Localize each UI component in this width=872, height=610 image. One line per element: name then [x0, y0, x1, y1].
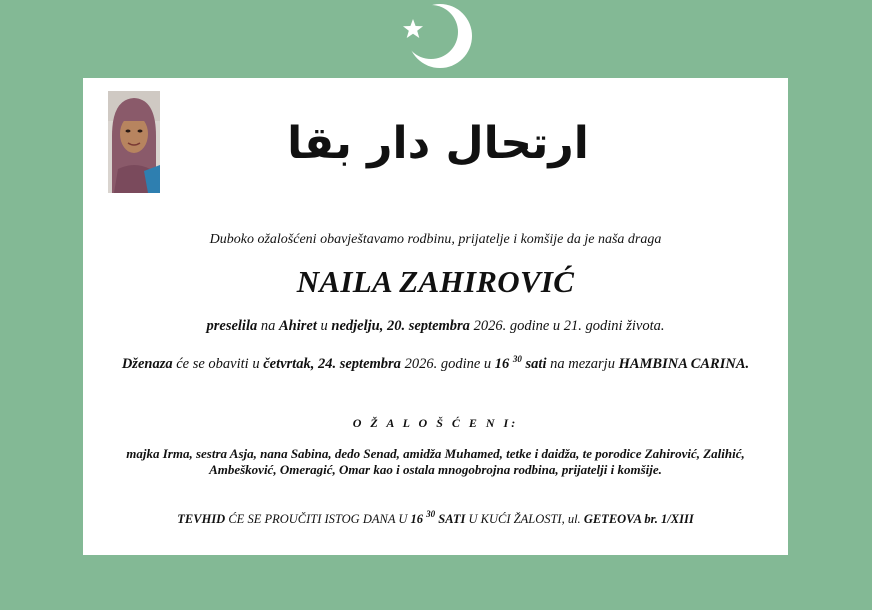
dzenaza-word: Dženaza: [121, 356, 173, 372]
funeral-line: [83, 354, 788, 375]
passing-line: [83, 318, 788, 335]
arabic-calligraphy: [287, 96, 589, 191]
tevhid-text-1: ĆE SE PROUČITI ISTOG DANA U: [225, 512, 411, 526]
dzenaza-text-3: na mezarju: [546, 356, 619, 372]
passed-text-1: na: [257, 318, 279, 334]
tevhid-word: TEVHID: [177, 512, 226, 526]
mourners-title: O Ž A L O Š Ć E N I:: [352, 416, 519, 430]
tevhid-hour: 16: [410, 512, 424, 526]
crescent-and-star-icon: [400, 2, 474, 72]
portrait-photo: [108, 91, 160, 193]
cemetery-name: HAMBINA CARINA.: [618, 356, 750, 372]
obituary-card: [83, 78, 788, 555]
passed-text-3: 2026. godine u 21. godini života.: [469, 318, 665, 334]
tevhid-sati-word: SATI: [435, 512, 466, 526]
ahiret-word: Ahiret: [279, 318, 317, 334]
funeral-hour: 16: [494, 356, 510, 372]
deceased-name: NAILA ZAHIROVIĆ: [296, 264, 575, 299]
sati-word: sati: [521, 356, 547, 372]
svg-text:ارتحال دار بقا: ارتحال دار بقا: [287, 118, 589, 169]
tevhid-minutes: 30: [426, 509, 436, 519]
passed-text-2: u: [316, 318, 332, 334]
intro-text: Duboko ožalošćeni obavještavamo rodbinu, prijatelje i komšije da je naša draga: [209, 232, 662, 247]
mourners-list: majka Irma, sestra Asja, nana Sabina, dedo Senad, amidža Muhamed, tetke i daidža, te porodice Zahirović, Zalihić, Ambešković, Omeragić, Omar kao i ostala mnogobrojna rodbina, prijatelji i komšije.: [126, 446, 745, 477]
tevhid-line: [83, 509, 788, 527]
tevhid-text-2: U KUĆI ŽALOSTI, ul.: [465, 512, 584, 526]
tevhid-address: GETEOVA br. 1/XIII: [583, 512, 694, 526]
funeral-minutes: 30: [512, 354, 522, 364]
passing-date: nedjelju, 20. septembra: [331, 318, 470, 334]
dzenaza-text-1: će se obaviti u: [172, 356, 264, 372]
passed-word: preselila: [206, 318, 258, 334]
dzenaza-text-2: 2026. godine u: [400, 356, 495, 372]
funeral-date: četvrtak, 24. septembra: [263, 356, 401, 372]
